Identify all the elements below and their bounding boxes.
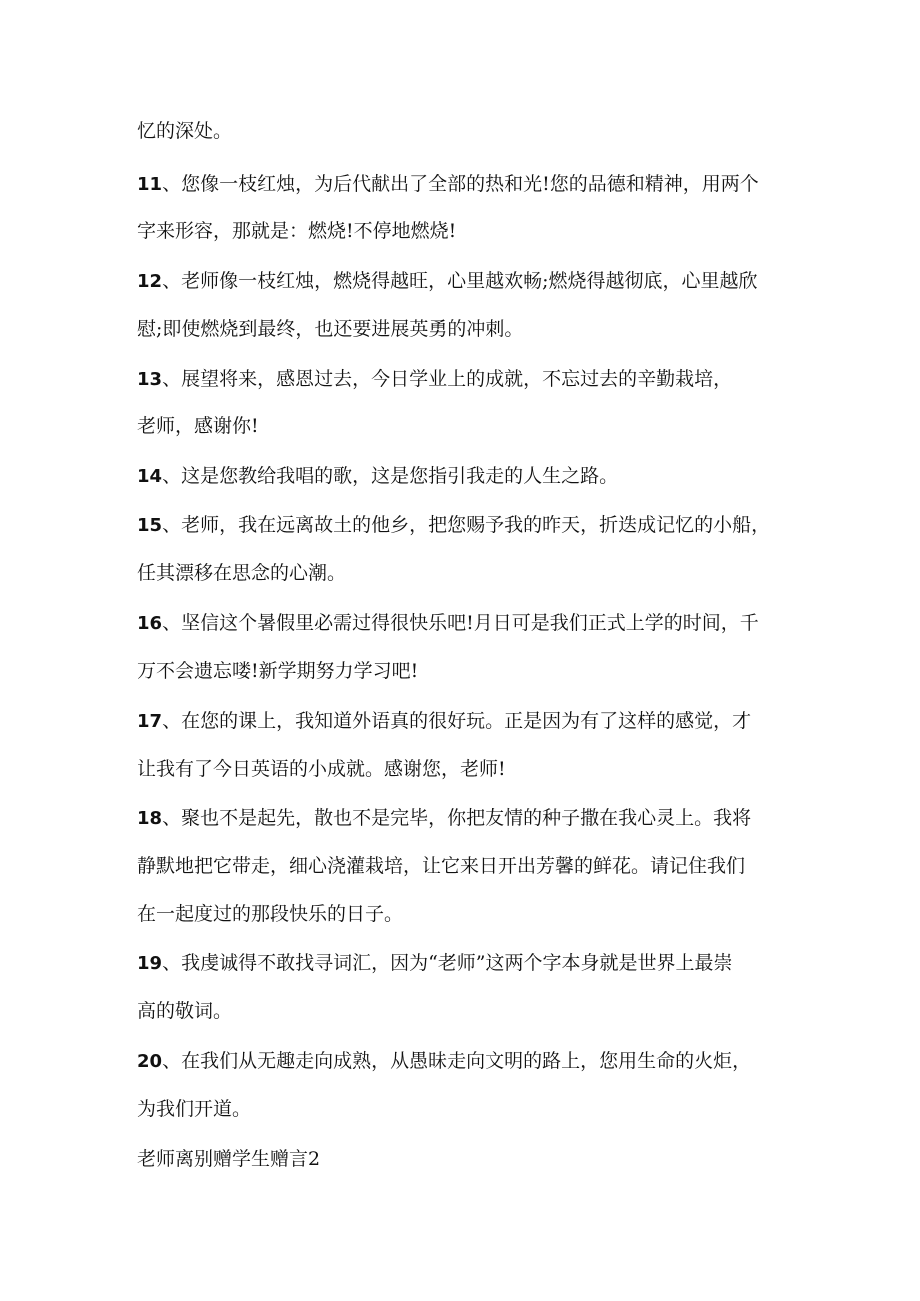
text-line bbox=[137, 172, 759, 197]
line-text: 为我们开道。 bbox=[137, 1098, 252, 1120]
text-line bbox=[137, 367, 732, 392]
item-number: 17 bbox=[137, 711, 163, 732]
line-text: 老师，感谢你! bbox=[137, 415, 259, 437]
item-number: 20 bbox=[137, 1051, 163, 1072]
line-text: 、在您的课上，我知道外语真的很好玩。正是因为有了这样的感觉，才 bbox=[162, 710, 752, 732]
line-text: 、展望将来，感恩过去，今日学业上的成就，不忘过去的辛勤栽培， bbox=[162, 368, 733, 390]
line-text: 、我虔诚得不敢找寻词汇，因为“老师”这两个字本身就是世界上最崇 bbox=[162, 952, 733, 974]
text-line bbox=[137, 414, 259, 439]
line-text: 任其漂移在思念的心潮。 bbox=[137, 562, 347, 584]
text-line bbox=[137, 1049, 751, 1074]
item-number: 15 bbox=[137, 515, 163, 536]
text-line bbox=[137, 659, 418, 684]
line-text: 在一起度过的那段快乐的日子。 bbox=[137, 903, 404, 925]
line-text: 、您像一枝红烛，为后代献出了全部的热和光!您的品德和精神，用两个 bbox=[162, 173, 759, 195]
line-text: 字来形容，那就是：燃烧!不停地燃烧! bbox=[137, 220, 457, 242]
text-line bbox=[137, 119, 232, 144]
text-line bbox=[137, 902, 403, 927]
item-number: 16 bbox=[137, 613, 163, 634]
line-text: 、聚也不是起先，散也不是完毕，你把友情的种子撒在我心灵上。我将 bbox=[162, 807, 752, 829]
text-line bbox=[137, 611, 759, 636]
line-text: 慰;即使燃烧到最终，也还要进展英勇的冲刺。 bbox=[137, 318, 524, 340]
text-line bbox=[137, 999, 232, 1024]
text-line bbox=[137, 561, 346, 586]
line-text: 忆的深处。 bbox=[137, 120, 233, 142]
line-text: 、老师，我在远离故土的他乡，把您赐予我的昨天，折迭成记忆的小船， bbox=[162, 514, 771, 536]
line-text: 万不会遗忘喽!新学期努力学习吧! bbox=[137, 660, 419, 682]
line-text: 、老师像一枝红烛，燃烧得越旺，心里越欢畅;燃烧得越彻底，心里越欣 bbox=[162, 270, 758, 292]
text-line bbox=[137, 317, 523, 342]
section-heading bbox=[137, 1147, 320, 1172]
text-line bbox=[137, 269, 757, 294]
line-text: 老师离别赠学生赠言2 bbox=[137, 1148, 321, 1170]
line-text: 高的敬词。 bbox=[137, 1000, 233, 1022]
text-line bbox=[137, 806, 751, 831]
item-number: 14 bbox=[137, 466, 163, 487]
text-line bbox=[137, 1097, 251, 1122]
text-line bbox=[137, 757, 506, 782]
text-line bbox=[137, 951, 733, 976]
item-number: 18 bbox=[137, 808, 163, 829]
text-line bbox=[137, 513, 770, 538]
text-line bbox=[137, 464, 618, 489]
line-text: 让我有了今日英语的小成就。感谢您，老师! bbox=[137, 758, 506, 780]
item-number: 11 bbox=[137, 174, 163, 195]
item-number: 12 bbox=[137, 271, 163, 292]
text-line bbox=[137, 219, 456, 244]
line-text: 、这是您教给我唱的歌，这是您指引我走的人生之路。 bbox=[162, 465, 619, 487]
item-number: 13 bbox=[137, 369, 163, 390]
line-text: 、坚信这个暑假里必需过得很快乐吧!月日可是我们正式上学的时间，千 bbox=[162, 612, 759, 634]
item-number: 19 bbox=[137, 953, 163, 974]
line-text: 静默地把它带走，细心浇灌栽培，让它来日开出芳馨的鲜花。请记住我们 bbox=[137, 855, 746, 877]
line-text: 、在我们从无趣走向成熟，从愚昧走向文明的路上，您用生命的火炬， bbox=[162, 1050, 752, 1072]
text-line bbox=[137, 709, 751, 734]
text-line bbox=[137, 854, 745, 879]
